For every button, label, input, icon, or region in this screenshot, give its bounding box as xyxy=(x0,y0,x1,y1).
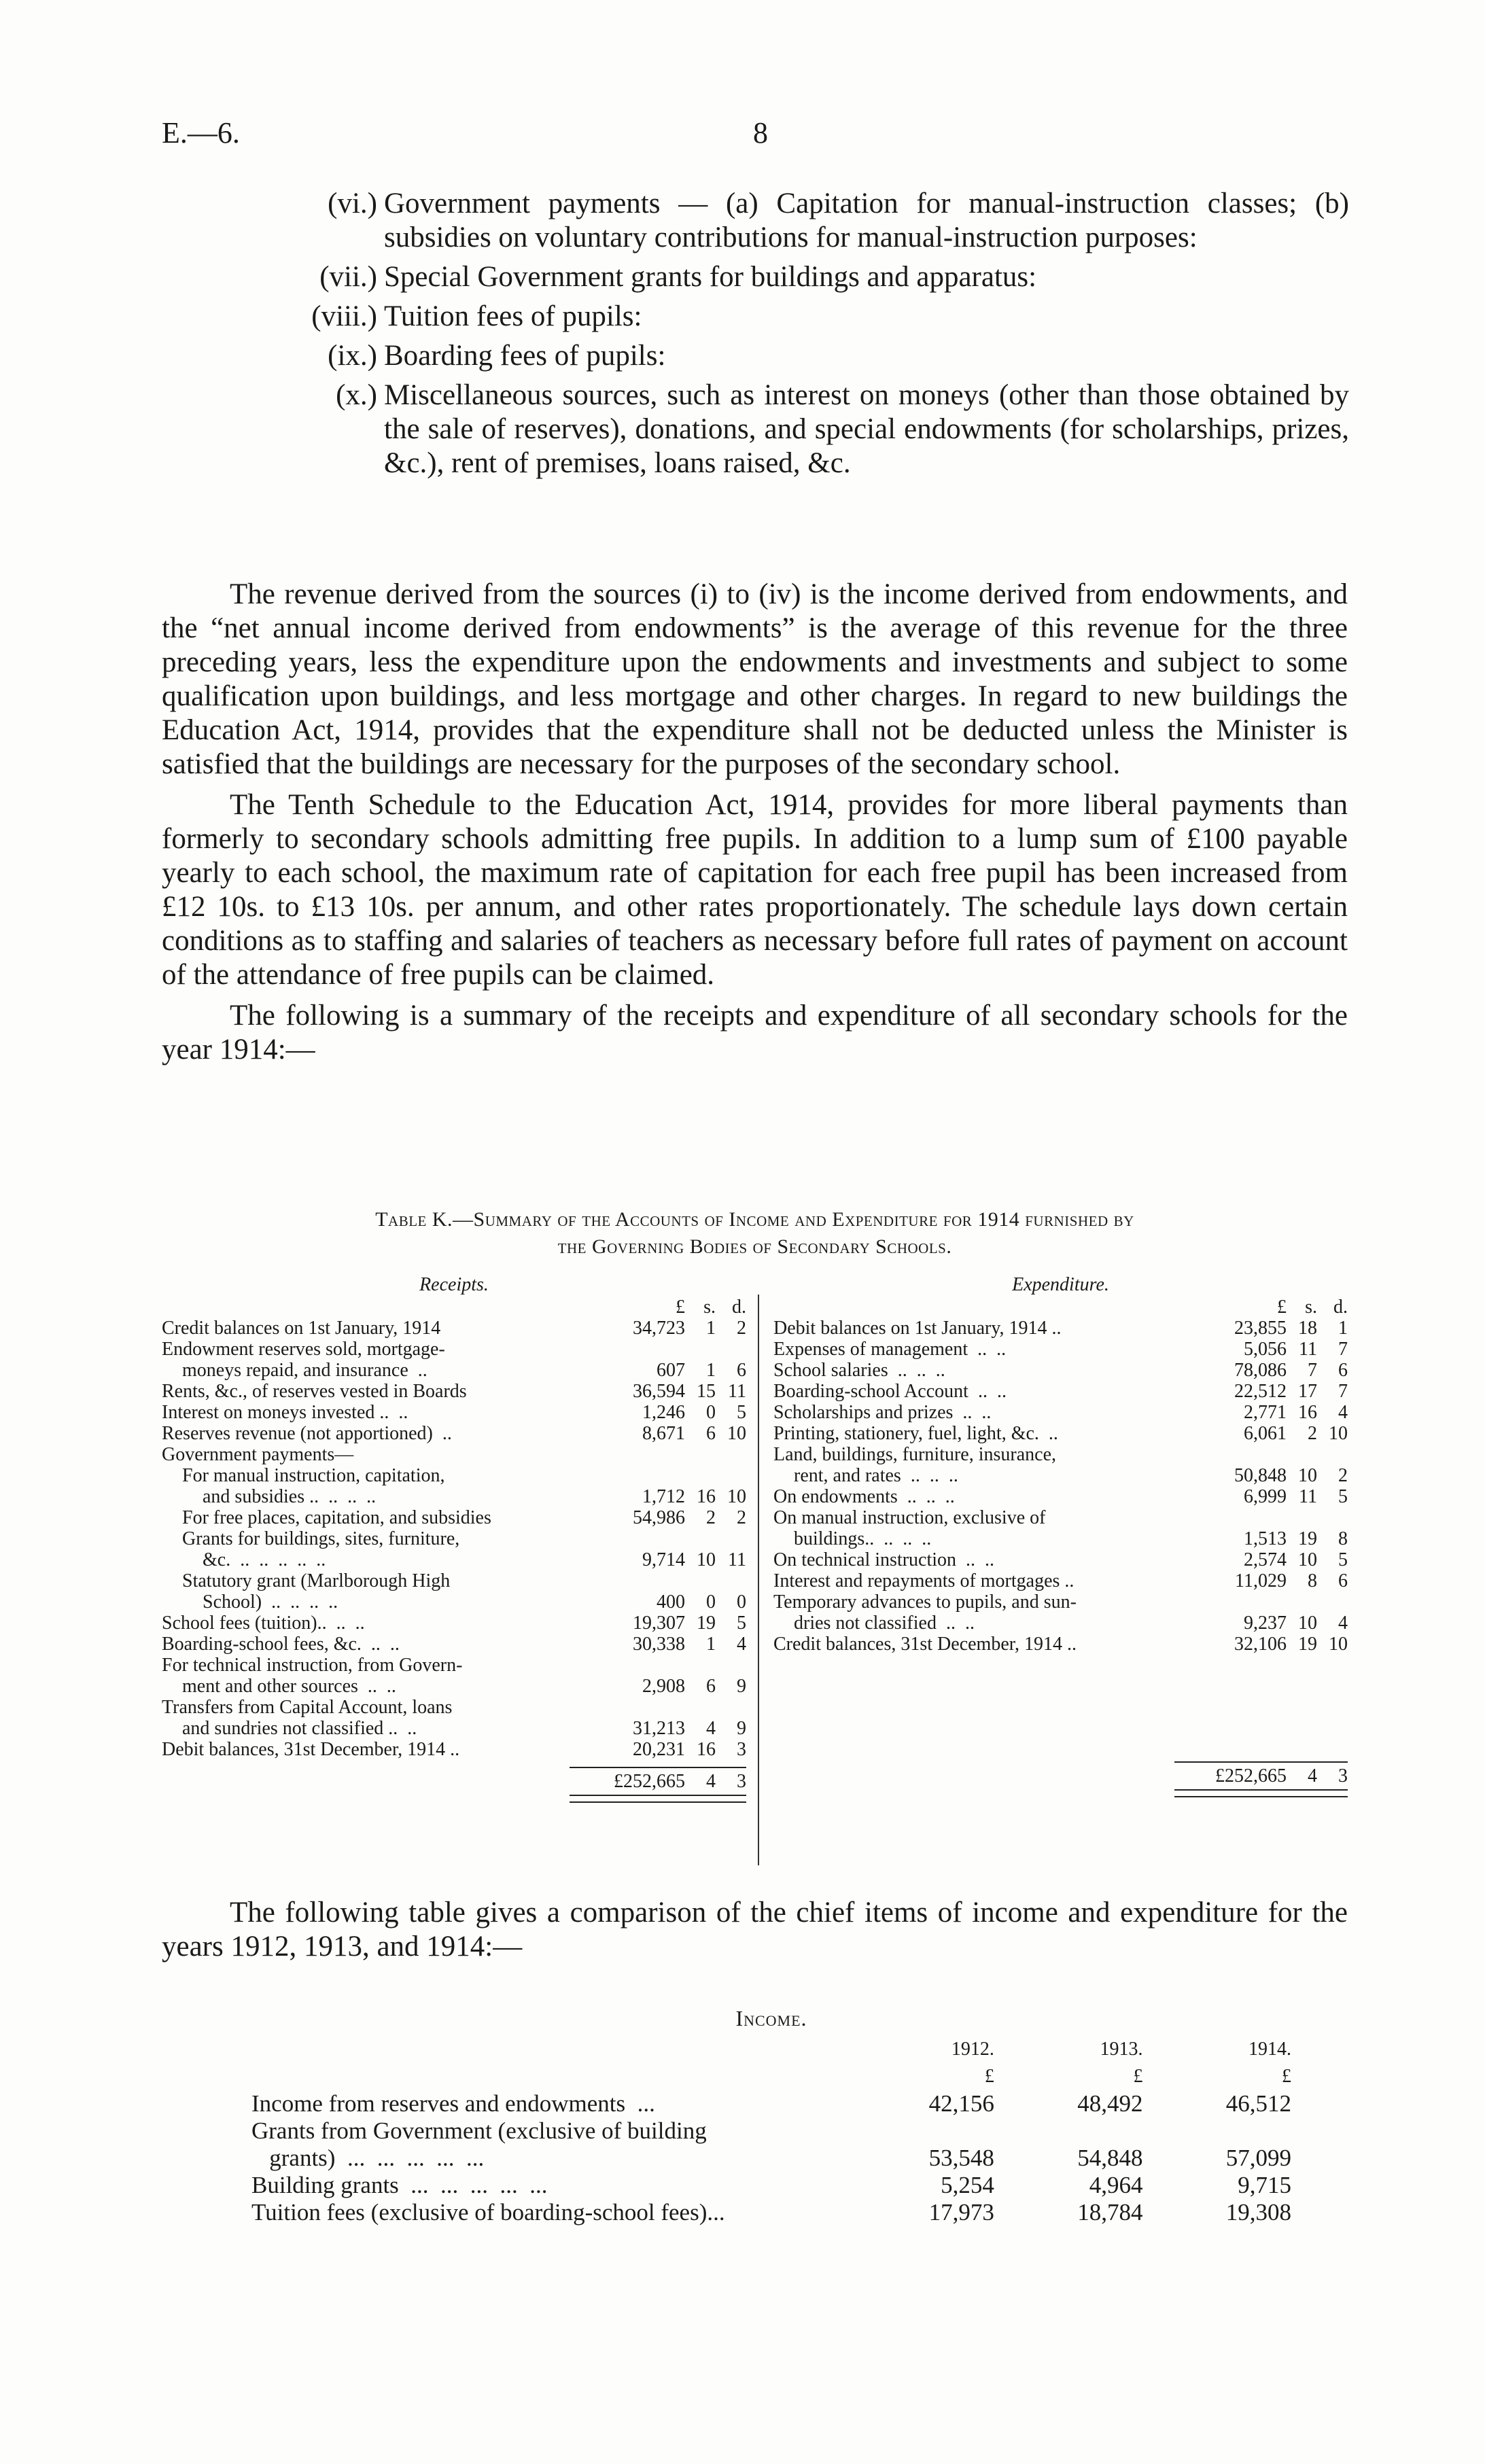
row-label: and subsidies .. .. .. .. xyxy=(203,1486,377,1507)
year-header: 1912. 1913. 1914. xyxy=(951,2039,1292,2060)
row-label: buildings.. .. .. .. xyxy=(794,1528,932,1549)
table-row xyxy=(162,1318,746,1339)
row-label: grants) ... ... ... ... ... xyxy=(251,2145,485,2171)
table-row xyxy=(251,2090,1291,2117)
year-value xyxy=(994,2117,1143,2145)
pence-value xyxy=(1317,1444,1348,1465)
row-label: Grants for buildings, sites, furniture, xyxy=(182,1528,460,1549)
currency-header: £ s. d. xyxy=(1277,1297,1348,1318)
expenditure-column xyxy=(773,1274,1348,1797)
pence-value xyxy=(716,1697,746,1718)
table-row xyxy=(162,1423,746,1444)
table-row xyxy=(773,1613,1348,1634)
pounds-value: 1,246 xyxy=(642,1402,685,1423)
shillings-value xyxy=(685,1444,716,1465)
row-label: For manual instruction, capitation, xyxy=(182,1465,445,1486)
row-label: For technical instruction, from Govern- xyxy=(162,1655,463,1676)
shillings-value: 1 xyxy=(706,1360,716,1381)
shillings-value: 18 xyxy=(1298,1318,1317,1339)
pence-value: 7 xyxy=(1338,1381,1348,1402)
currency-header: £ s. d. xyxy=(676,1297,746,1318)
list-item: (viii.) Tuition fees of pupils: xyxy=(311,300,642,332)
pence-value: 7 xyxy=(1338,1339,1348,1360)
year-value: 19,308 xyxy=(1225,2199,1292,2225)
pence-value: 9 xyxy=(737,1676,746,1697)
row-label: ment and other sources .. .. xyxy=(182,1676,396,1697)
table-row xyxy=(773,1339,1348,1360)
receipts-total: £252,665 4 3 xyxy=(570,1767,746,1803)
pence-value: 4 xyxy=(1338,1402,1348,1423)
year-value: 48,492 xyxy=(1077,2090,1143,2117)
pounds-value: 54,986 xyxy=(633,1507,685,1528)
paragraph: The Tenth Schedule to the Education Act, 1914, provides for more liberal payments than formerly to secondary schools admitting free pupils. In addition to a lump sum of £100 payable yearly to each school, the maximum rate of capitation for each free pupil has been increased from £12 10s. to £13 10s. per annum, and other rates proportionately. The schedule lays down certain conditions as to staffing and salaries of teachers as necessary before full rates of payment on account of the attendance of free pupils can be claimed. xyxy=(162,789,1348,991)
year-value: 17,973 xyxy=(928,2199,994,2225)
shillings-value: 2 xyxy=(706,1507,716,1528)
pounds-value: 50,848 xyxy=(1234,1465,1287,1486)
shillings-value: 10 xyxy=(697,1549,716,1570)
row-label: For free places, capitation, and subsidies xyxy=(182,1507,491,1528)
pounds-value: 9,237 xyxy=(1244,1613,1287,1634)
row-label: Transfers from Capital Account, loans xyxy=(162,1697,453,1718)
pounds-value: 20,231 xyxy=(633,1739,685,1760)
shillings-value xyxy=(685,1465,716,1486)
table-row xyxy=(773,1402,1348,1423)
pence-value: 4 xyxy=(1338,1613,1348,1634)
pence-value: 1 xyxy=(1338,1318,1348,1339)
row-label: Interest and repayments of mortgages .. xyxy=(773,1570,1075,1591)
shillings-value: 10 xyxy=(1298,1465,1317,1486)
column-divider xyxy=(758,1295,759,1865)
table-row xyxy=(251,2172,1291,2199)
pence-value xyxy=(716,1339,746,1360)
row-label: Endowment reserves sold, mortgage- xyxy=(162,1339,445,1360)
comparison-text: The following table gives a comparison of the chief items of income and expenditure for the years 1912, 1913, and 1914:— xyxy=(162,1897,1348,1963)
receipts-heading: Receipts. xyxy=(419,1274,489,1295)
table-row xyxy=(162,1718,746,1739)
table-row xyxy=(162,1360,746,1381)
year-value: 57,099 xyxy=(1225,2145,1292,2171)
pence-value: 8 xyxy=(1338,1528,1348,1549)
year-value xyxy=(845,2117,994,2145)
row-label: Income from reserves and endowments ... xyxy=(251,2090,655,2117)
table-row xyxy=(773,1444,1348,1465)
table-row xyxy=(773,1381,1348,1402)
pence-value: 6 xyxy=(1338,1360,1348,1381)
pounds-value xyxy=(604,1339,685,1360)
table-row xyxy=(162,1739,746,1760)
pounds-value: 2,771 xyxy=(1244,1402,1287,1423)
table-row xyxy=(162,1486,746,1507)
pounds-value: 31,213 xyxy=(633,1718,685,1739)
table-row xyxy=(162,1613,746,1634)
shillings-value: 2 xyxy=(1308,1423,1317,1444)
expenditure-heading: Expenditure. xyxy=(1012,1274,1109,1295)
pence-value xyxy=(716,1655,746,1676)
pounds-value: 23,855 xyxy=(1234,1318,1287,1339)
row-label: Tuition fees (exclusive of boarding-school fees)... xyxy=(251,2199,725,2225)
table-row xyxy=(773,1549,1348,1570)
pence-value xyxy=(716,1465,746,1486)
pounds-value: 6,061 xyxy=(1244,1423,1287,1444)
shillings-value: 8 xyxy=(1308,1570,1317,1591)
shillings-value xyxy=(1287,1507,1317,1528)
row-label: Boarding-school fees, &c. .. .. xyxy=(162,1634,400,1655)
pounds-value xyxy=(1205,1507,1287,1528)
pence-value: 10 xyxy=(727,1423,746,1444)
pounds-value: 607 xyxy=(657,1360,685,1381)
row-label: On technical instruction .. .. xyxy=(773,1549,995,1570)
table-row xyxy=(773,1465,1348,1486)
row-label: Interest on moneys invested .. .. xyxy=(162,1402,408,1423)
pounds-value: 6,999 xyxy=(1244,1486,1287,1507)
shillings-value: 16 xyxy=(1298,1402,1317,1423)
pounds-value: 36,594 xyxy=(633,1381,685,1402)
row-label: Government payments— xyxy=(162,1444,354,1465)
shillings-value: 1 xyxy=(706,1634,716,1655)
pence-value: 5 xyxy=(737,1613,746,1634)
shillings-value: 7 xyxy=(1308,1360,1317,1381)
pence-value: 2 xyxy=(1338,1465,1348,1486)
shillings-value xyxy=(1287,1444,1317,1465)
income-rows xyxy=(251,2090,1291,2226)
pence-value: 5 xyxy=(1338,1549,1348,1570)
shillings-value: 19 xyxy=(1298,1634,1317,1655)
year-value xyxy=(1142,2117,1291,2145)
currency-header: £ £ £ xyxy=(984,2066,1292,2087)
row-label: Temporary advances to pupils, and sun- xyxy=(773,1591,1077,1613)
row-label: rent, and rates .. .. .. xyxy=(794,1465,958,1486)
expenditure-rows xyxy=(773,1318,1348,1655)
pence-value: 0 xyxy=(737,1591,746,1613)
year-value: 9,715 xyxy=(1238,2172,1292,2198)
revenue-sources-list xyxy=(268,187,1349,486)
year-value: 42,156 xyxy=(928,2090,994,2117)
row-label: dries not classified .. .. xyxy=(794,1613,975,1634)
shillings-value: 10 xyxy=(1298,1613,1317,1634)
shillings-value: 11 xyxy=(1299,1339,1317,1360)
expenditure-total: £252,665 4 3 xyxy=(1174,1761,1348,1797)
row-label: On manual instruction, exclusive of xyxy=(773,1507,1046,1528)
pence-value: 4 xyxy=(737,1634,746,1655)
pence-value: 5 xyxy=(737,1402,746,1423)
shillings-value: 17 xyxy=(1298,1381,1317,1402)
document-code: E.—6. xyxy=(162,116,240,149)
row-label: Reserves revenue (not apportioned) .. xyxy=(162,1423,452,1444)
row-label: &c. .. .. .. .. .. xyxy=(203,1549,326,1570)
row-label: Land, buildings, furniture, insurance, xyxy=(773,1444,1057,1465)
accounts-table xyxy=(162,1274,1348,1886)
row-label: School salaries .. .. .. xyxy=(773,1360,945,1381)
table-row xyxy=(162,1676,746,1697)
year-value: 53,548 xyxy=(928,2145,994,2171)
table-row xyxy=(162,1570,746,1591)
table-row xyxy=(773,1591,1348,1613)
pounds-value: 5,056 xyxy=(1244,1339,1287,1360)
shillings-value: 1 xyxy=(706,1318,716,1339)
pounds-value: 32,106 xyxy=(1234,1634,1287,1655)
pounds-value: 22,512 xyxy=(1234,1381,1287,1402)
row-label: and sundries not classified .. .. xyxy=(182,1718,417,1739)
pence-value xyxy=(716,1528,746,1549)
pounds-value: 2,908 xyxy=(642,1676,685,1697)
shillings-value xyxy=(685,1655,716,1676)
year-value: 54,848 xyxy=(1077,2145,1143,2171)
shillings-value: 6 xyxy=(706,1423,716,1444)
pence-value: 10 xyxy=(1329,1423,1348,1444)
pence-value: 11 xyxy=(728,1381,746,1402)
table-row xyxy=(773,1634,1348,1655)
pounds-value xyxy=(604,1444,685,1465)
pounds-value: 2,574 xyxy=(1244,1549,1287,1570)
shillings-value: 10 xyxy=(1298,1549,1317,1570)
pounds-value xyxy=(604,1528,685,1549)
pounds-value xyxy=(1205,1591,1287,1613)
year-value: 4,964 xyxy=(1089,2172,1143,2198)
pence-value: 10 xyxy=(727,1486,746,1507)
table-caption: Table K.—Summary of the Accounts of Income and Expenditure for 1914 furnished by the Governing Bodies of Secondary Schools. xyxy=(375,1208,1134,1258)
pounds-value: 400 xyxy=(657,1591,685,1613)
year-value: 46,512 xyxy=(1225,2090,1292,2117)
shillings-value: 16 xyxy=(697,1739,716,1760)
pounds-value: 78,086 xyxy=(1234,1360,1287,1381)
table-row xyxy=(162,1507,746,1528)
table-row xyxy=(162,1591,746,1613)
pounds-value: 1,712 xyxy=(642,1486,685,1507)
shillings-value: 4 xyxy=(706,1718,716,1739)
list-item: (vii.) Special Government grants for buildings and apparatus: xyxy=(319,261,1037,293)
list-item: (vi.) Government payments — (a) Capitation for manual-instruction classes; (b) subsidies on voluntary contributions for manual-instruction purposes: xyxy=(328,188,1349,253)
pence-value: 3 xyxy=(737,1739,746,1760)
paragraph: The following is a summary of the receipts and expenditure of all secondary schools for the year 1914:— xyxy=(162,1000,1348,1066)
pounds-value xyxy=(604,1697,685,1718)
pounds-value: 8,671 xyxy=(642,1423,685,1444)
shillings-value xyxy=(685,1697,716,1718)
table-row xyxy=(251,2199,1291,2226)
row-label: Statutory grant (Marlborough High xyxy=(182,1570,451,1591)
pounds-value xyxy=(604,1465,685,1486)
pence-value: 10 xyxy=(1329,1634,1348,1655)
table-row xyxy=(162,1697,746,1718)
list-item: (ix.) Boarding fees of pupils: xyxy=(328,340,666,372)
pence-value xyxy=(1317,1591,1348,1613)
table-row xyxy=(251,2117,1291,2145)
table-row xyxy=(162,1465,746,1486)
table-row xyxy=(773,1528,1348,1549)
pounds-value: 34,723 xyxy=(633,1318,685,1339)
shillings-value: 11 xyxy=(1299,1486,1317,1507)
year-value: 5,254 xyxy=(941,2172,994,2198)
table-row xyxy=(162,1381,746,1402)
shillings-value xyxy=(1287,1591,1317,1613)
paragraph: The revenue derived from the sources (i) to (iv) is the income derived from endowments, and the “net annual income derived from endowments” is the average of this revenue for the three preceding years, less the expenditure upon the endowments and investments and subject to some qualification upon buildings, and less mortgage and other charges. In regard to new buildings the Education Act, 1914, provides that the expenditure shall not be deducted unless the Minister is satisfied that the buildings are necessary for the purposes of the secondary school. xyxy=(162,578,1348,780)
table-row xyxy=(773,1423,1348,1444)
receipts-rows xyxy=(162,1318,746,1760)
pence-value: 2 xyxy=(737,1318,746,1339)
table-row xyxy=(251,2145,1291,2172)
row-label: Debit balances, 31st December, 1914 .. xyxy=(162,1739,460,1760)
table-row xyxy=(162,1634,746,1655)
table-row xyxy=(162,1549,746,1570)
pence-value xyxy=(716,1570,746,1591)
table-row xyxy=(773,1318,1348,1339)
table-row xyxy=(162,1402,746,1423)
pounds-value: 9,714 xyxy=(642,1549,685,1570)
shillings-value: 0 xyxy=(706,1591,716,1613)
shillings-value: 15 xyxy=(697,1381,716,1402)
pounds-value: 11,029 xyxy=(1235,1570,1287,1591)
income-table xyxy=(251,2005,1291,2226)
shillings-value xyxy=(685,1570,716,1591)
table-row xyxy=(162,1655,746,1676)
shillings-value: 0 xyxy=(706,1402,716,1423)
row-label: Scholarships and prizes .. .. xyxy=(773,1402,992,1423)
shillings-value: 19 xyxy=(697,1613,716,1634)
pence-value: 6 xyxy=(737,1360,746,1381)
row-label: School) .. .. .. .. xyxy=(203,1591,338,1613)
page-number: 8 xyxy=(753,116,768,149)
pence-value: 6 xyxy=(1338,1570,1348,1591)
row-label: School fees (tuition).. .. .. xyxy=(162,1613,365,1634)
pounds-value: 19,307 xyxy=(633,1613,685,1634)
table-row xyxy=(773,1360,1348,1381)
shillings-value xyxy=(685,1339,716,1360)
pence-value: 11 xyxy=(728,1549,746,1570)
pence-value: 9 xyxy=(737,1718,746,1739)
table-row xyxy=(162,1339,746,1360)
pence-value: 5 xyxy=(1338,1486,1348,1507)
list-item: (x.) Miscellaneous sources, such as interest on moneys (other than those obtained by the sale of reserves), donations, and special endowments (for scholarships, prizes, &c.), rent of premises, loans raised, &c. xyxy=(336,379,1349,479)
shillings-value xyxy=(685,1528,716,1549)
shillings-value: 19 xyxy=(1298,1528,1317,1549)
row-label: On endowments .. .. .. xyxy=(773,1486,955,1507)
table-row xyxy=(162,1528,746,1549)
income-title: Income. xyxy=(735,2006,807,2030)
pence-value xyxy=(1317,1507,1348,1528)
pence-value: 2 xyxy=(737,1507,746,1528)
table-row xyxy=(162,1444,746,1465)
pence-value xyxy=(716,1444,746,1465)
row-label: Credit balances, 31st December, 1914 .. xyxy=(773,1634,1077,1655)
shillings-value: 6 xyxy=(706,1676,716,1697)
row-label: Grants from Government (exclusive of building xyxy=(251,2117,707,2144)
year-value: 18,784 xyxy=(1077,2199,1143,2225)
table-row xyxy=(773,1570,1348,1591)
row-label: Rents, &c., of reserves vested in Boards xyxy=(162,1381,467,1402)
row-label: Building grants ... ... ... ... ... xyxy=(251,2172,548,2198)
pounds-value: 30,338 xyxy=(633,1634,685,1655)
receipts-column xyxy=(162,1274,746,1803)
row-label: Boarding-school Account .. .. xyxy=(773,1381,1007,1402)
pounds-value xyxy=(604,1570,685,1591)
row-label: Debit balances on 1st January, 1914 .. xyxy=(773,1318,1062,1339)
table-row xyxy=(773,1486,1348,1507)
pounds-value xyxy=(1205,1444,1287,1465)
body-text xyxy=(162,578,1348,1067)
shillings-value: 16 xyxy=(697,1486,716,1507)
pounds-value: 1,513 xyxy=(1244,1528,1287,1549)
row-label: moneys repaid, and insurance .. xyxy=(182,1360,427,1381)
row-label: Expenses of management .. .. xyxy=(773,1339,1007,1360)
table-row xyxy=(773,1507,1348,1528)
row-label: Credit balances on 1st January, 1914 xyxy=(162,1318,441,1339)
row-label: Printing, stationery, fuel, light, &c. .. xyxy=(773,1423,1058,1444)
pounds-value xyxy=(604,1655,685,1676)
